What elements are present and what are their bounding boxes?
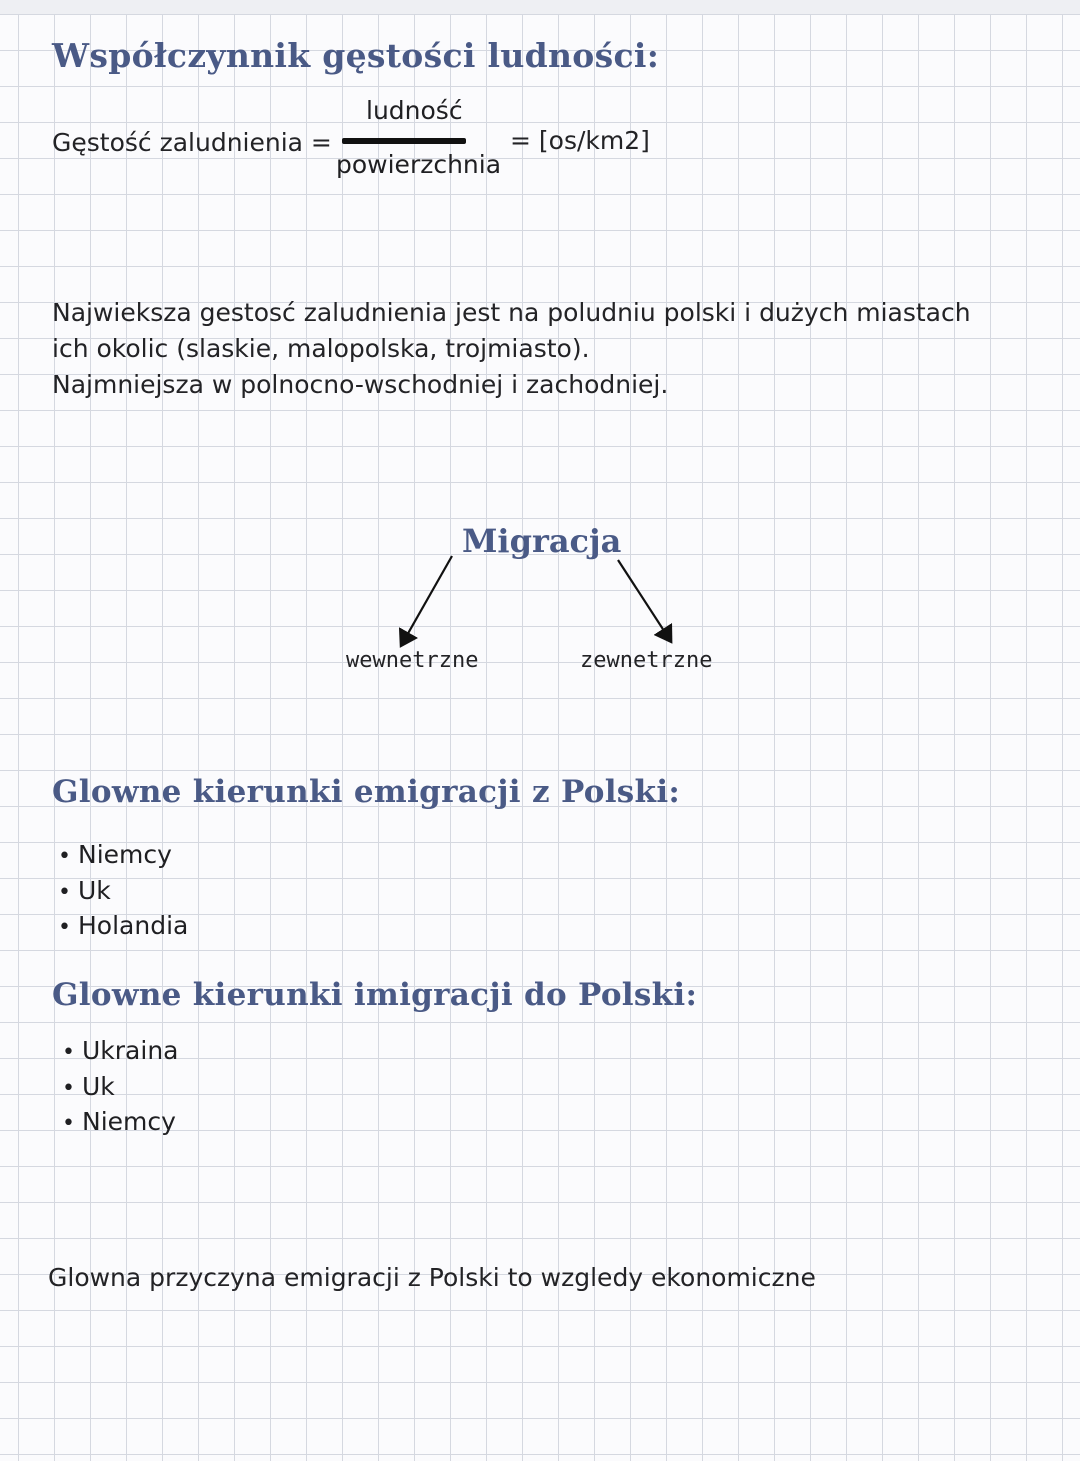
density-paragraph-line-3: Najmniejsza w polnocno-wschodniej i zachodniej. <box>52 370 669 399</box>
formula-left-label: Gęstość zaludnienia = <box>52 128 332 157</box>
branch-external: zewnetrzne <box>580 648 713 673</box>
density-paragraph-line-1: Najwieksza gestosć zaludnienia jest na poludniu polski i dużych miastach <box>52 298 971 327</box>
migration-title: Migracja <box>462 522 622 560</box>
list-item: • Niemcy <box>58 837 188 873</box>
bullet-icon: • <box>62 1111 75 1136</box>
list-item: • Ukraina <box>62 1033 178 1069</box>
bullet-icon: • <box>58 844 71 869</box>
list-item: • Niemcy <box>62 1104 178 1140</box>
list-item: • Uk <box>58 873 188 909</box>
formula-fraction <box>336 96 512 188</box>
migration-diagram <box>330 520 750 690</box>
bullet-icon: • <box>62 1040 75 1065</box>
immigration-list <box>62 1033 178 1140</box>
bullet-icon: • <box>58 879 71 905</box>
density-heading: Współczynnik gęstości ludności: <box>52 36 660 75</box>
list-item: • Uk <box>62 1069 178 1105</box>
fraction-bar <box>342 138 466 144</box>
arrow-right <box>618 560 670 640</box>
formula-result: = [os/km2] <box>510 126 650 155</box>
branch-internal: wewnetrzne <box>346 648 479 673</box>
top-strip <box>0 0 1080 14</box>
bullet-icon: • <box>58 915 71 940</box>
density-formula <box>52 96 752 188</box>
bullet-icon: • <box>62 1075 75 1101</box>
density-paragraph-line-2: ich okolic (slaskie, malopolska, trojmiasto). <box>52 334 590 363</box>
emigration-list <box>58 837 188 944</box>
conclusion-text: Glowna przyczyna emigracji z Polski to wzgledy ekonomiczne <box>48 1263 816 1292</box>
arrow-left <box>402 556 452 644</box>
list-item: • Holandia <box>58 908 188 944</box>
immigration-heading: Glowne kierunki imigracji do Polski: <box>52 977 698 1013</box>
formula-denominator: powierzchnia <box>336 150 502 179</box>
formula-numerator: ludność <box>366 96 463 125</box>
emigration-heading: Glowne kierunki emigracji z Polski: <box>52 774 681 810</box>
